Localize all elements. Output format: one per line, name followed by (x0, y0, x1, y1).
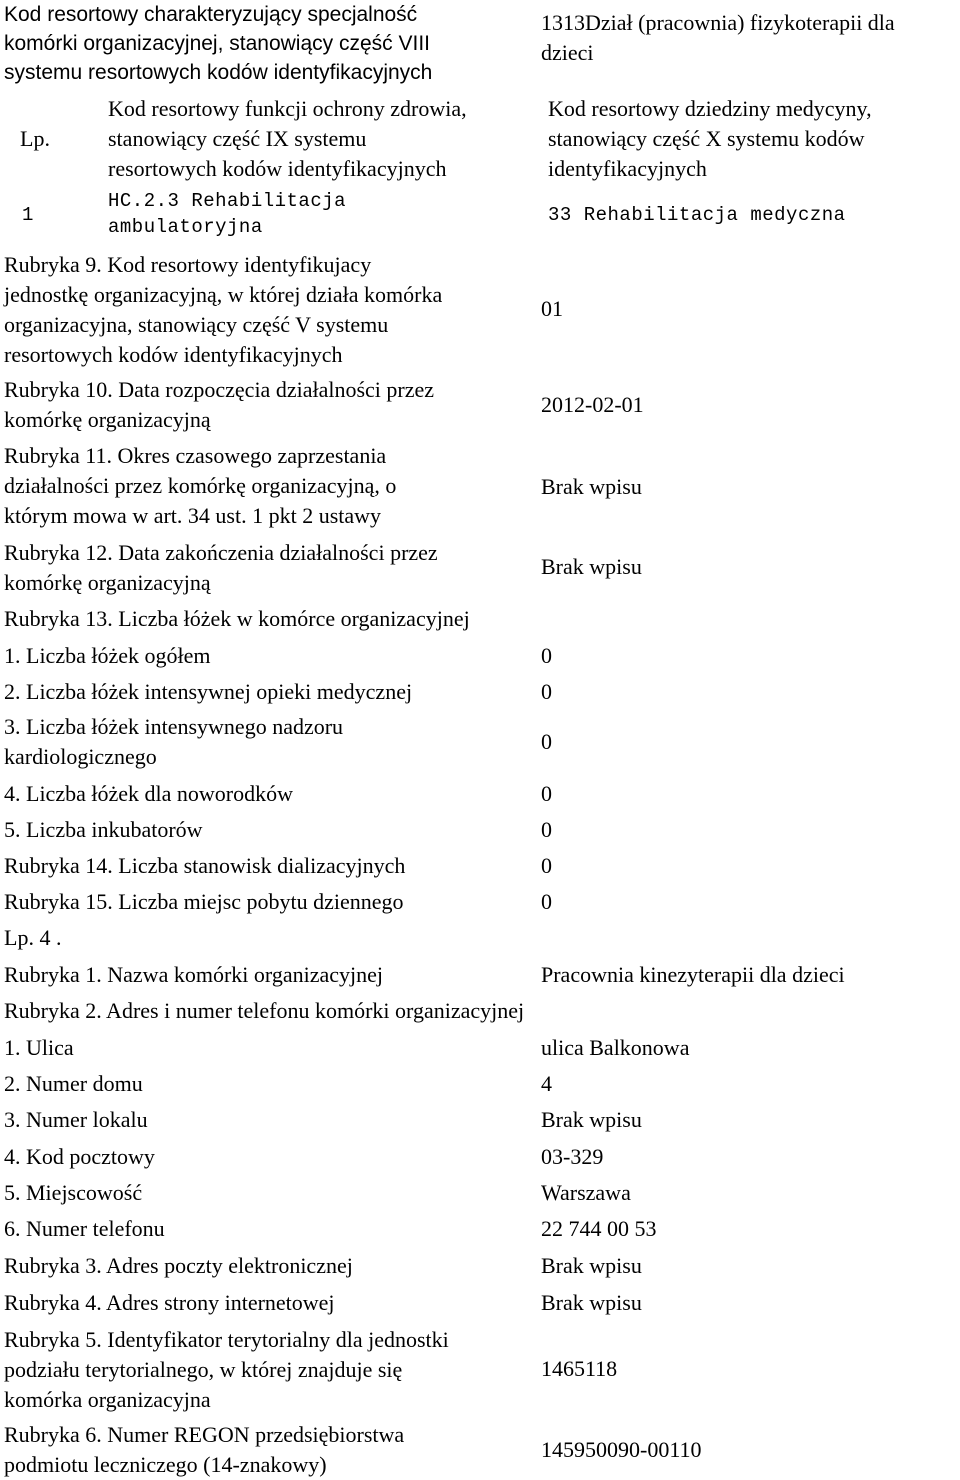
address-label: 1. Ulica (4, 1035, 74, 1060)
rubryka15-label: Rubryka 15. Liczba miejsc pobytu dziennego (4, 889, 404, 914)
row1-funkcja: HC.2.3 Rehabilitacja ambulatoryjna (108, 190, 347, 238)
rubryka5-label: Rubryka 5. Identyfikator terytorialny dla jednostki podziału terytorialnego, w której znajduje się komórka organizacyjna (4, 1327, 449, 1412)
rubryka10-value: 2012-02-01 (541, 392, 644, 417)
lozka-item-value: 0 (541, 781, 552, 806)
rubryka14-label: Rubryka 14. Liczba stanowisk dializacyjnych (4, 853, 406, 878)
lozka-item-label: 1. Liczba łóżek ogółem (4, 643, 211, 668)
address-value: 4 (541, 1071, 552, 1096)
funkcji-header: Kod resortowy funkcji ochrony zdrowia, stanowiący część IX systemu resortowych kodów identyfikacyjnych (108, 96, 467, 181)
address-value: 03-329 (541, 1144, 604, 1169)
rubryka1-value: Pracownia kinezyterapii dla dzieci (541, 962, 845, 987)
rubryka2-header: Rubryka 2. Adres i numer telefonu komórki organizacyjnej (4, 998, 525, 1023)
rubryka6-label: Rubryka 6. Numer REGON przedsiębiorstwa podmiotu leczniczego (14-znakowy) (4, 1422, 405, 1477)
rubryka1-label: Rubryka 1. Nazwa komórki organizacyjnej (4, 962, 383, 987)
rubryka4-label: Rubryka 4. Adres strony internetowej (4, 1290, 335, 1315)
rubryka12-label: Rubryka 12. Data zakończenia działalności przez komórkę organizacyjną (4, 540, 438, 595)
rubryka6-value: 145950090-00110 (541, 1437, 702, 1462)
address-label: 6. Numer telefonu (4, 1216, 165, 1241)
rubryka11-label: Rubryka 11. Okres czasowego zaprzestania działalności przez komórkę organizacyjną, o którym mowa w art. 34 ust. 1 pkt 2 ustawy (4, 443, 397, 528)
lp4-title: Lp. 4 . (4, 925, 62, 950)
address-label: 4. Kod pocztowy (4, 1144, 155, 1169)
address-label: 2. Numer domu (4, 1071, 143, 1096)
address-value: 22 744 00 53 (541, 1216, 657, 1241)
rubryka14-value: 0 (541, 853, 552, 878)
rubryka8-value: 1313Dział (pracownia) fizykoterapii dla dzieci (541, 10, 895, 65)
lozka-item-label: 3. Liczba łóżek intensywnego nadzoru kardiologicznego (4, 714, 344, 769)
rubryka15-value: 0 (541, 889, 552, 914)
lozka-item-value: 0 (541, 679, 552, 704)
row1-dziedzina: 33 Rehabilitacja medyczna (548, 204, 846, 226)
rubryka9-value: 01 (541, 296, 563, 321)
row1-lp: 1 (22, 204, 34, 226)
rubryka10-label: Rubryka 10. Data rozpoczęcia działalności przez komórkę organizacyjną (4, 377, 435, 432)
lp-header: Lp. (20, 126, 50, 151)
address-value: Warszawa (541, 1180, 631, 1205)
lozka-item-value: 0 (541, 643, 552, 668)
rubryka5-value: 1465118 (541, 1356, 618, 1381)
lozka-item-label: 4. Liczba łóżek dla noworodków (4, 781, 293, 806)
rubryka4-value: Brak wpisu (541, 1290, 642, 1315)
rubryka9-label: Rubryka 9. Kod resortowy identyfikujacy jednostkę organizacyjną, w której działa komórka organizacyjna, stanowiący część V systemu resortowych kodów identyfikacyjnych (4, 252, 443, 367)
address-label: 3. Numer lokalu (4, 1107, 148, 1132)
rubryka8-label: Kod resortowy charakteryzujący specjalność komórki organizacyjnej, stanowiący część VIII systemu resortowych kodów identyfikacyjnych (4, 3, 433, 84)
lozka-item-label: 5. Liczba inkubatorów (4, 817, 203, 842)
rubryka11-value: Brak wpisu (541, 474, 642, 499)
address-value: Brak wpisu (541, 1107, 642, 1132)
rubryka13-header: Rubryka 13. Liczba łóżek w komórce organizacyjnej (4, 606, 470, 631)
lozka-item-value: 0 (541, 817, 552, 842)
rubryka3-label: Rubryka 3. Adres poczty elektronicznej (4, 1253, 353, 1278)
lozka-item-value: 0 (541, 729, 552, 754)
dziedziny-header: Kod resortowy dziedziny medycyny, stanowiący część X systemu kodów identyfikacyjnych (548, 96, 872, 181)
address-label: 5. Miejscowość (4, 1180, 143, 1205)
address-value: ulica Balkonowa (541, 1035, 690, 1060)
rubryka3-value: Brak wpisu (541, 1253, 642, 1278)
rubryka12-value: Brak wpisu (541, 554, 642, 579)
lozka-item-label: 2. Liczba łóżek intensywnej opieki medycznej (4, 679, 413, 704)
